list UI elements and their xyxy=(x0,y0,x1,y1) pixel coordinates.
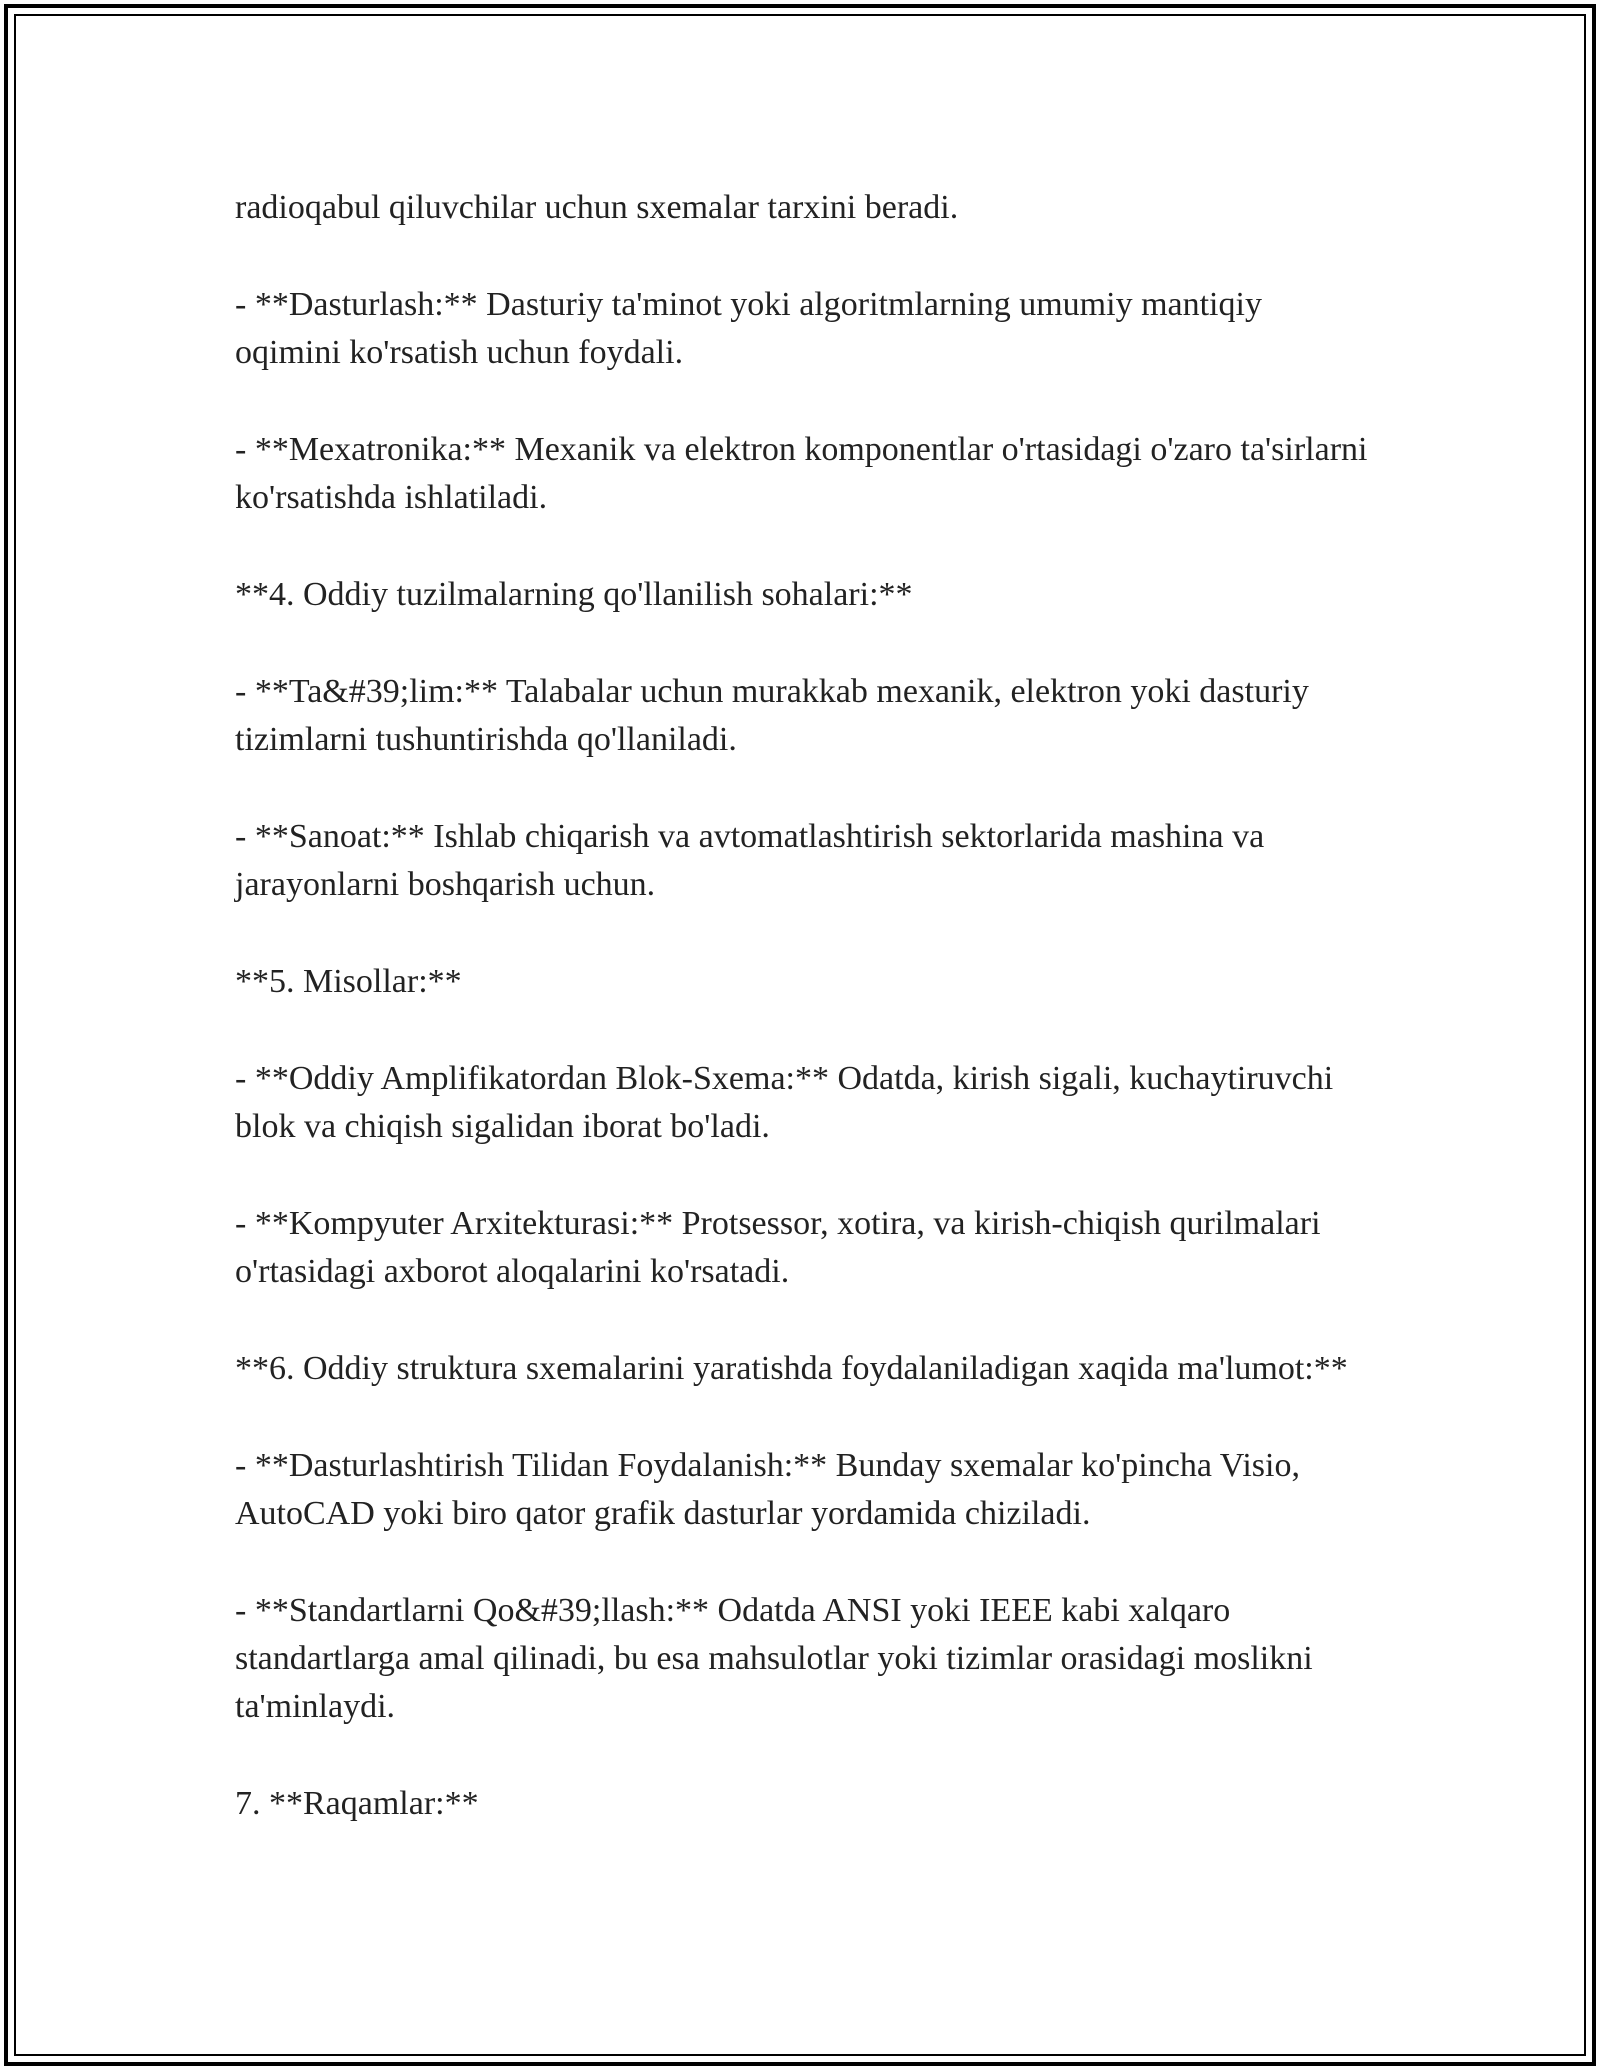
paragraph-mexatronika: - **Mexatronika:** Mexanik va elektron komponentlar o'rtasidagi o'zaro ta'sirlarni ko'rsatishda ishlatiladi. xyxy=(235,431,1368,516)
paragraph-sanoat: - **Sanoat:** Ishlab chiqarish va avtomatlashtirish sektorlarida mashina va jarayonlarni boshqarish uchun. xyxy=(235,818,1265,903)
paragraph-standartlar: - **Standartlarni Qo&#39;llash:** Odatda ANSI yoki IEEE kabi xalqaro standartlarga amal qilinadi, bu esa mahsulotlar yoki tizimlar orasidagi moslikni ta'minlaydi. xyxy=(235,1592,1313,1725)
heading-section-7: 7. **Raqamlar:** xyxy=(235,1785,479,1822)
document-body xyxy=(235,184,1370,1828)
heading-section-6: **6. Oddiy struktura sxemalarini yaratishda foydalaniladigan xaqida ma'lumot:** xyxy=(235,1350,1348,1387)
paragraph-kompyuter-arxitekturasi: - **Kompyuter Arxitekturasi:** Protsessor, xotira, va kirish-chiqish qurilmalari o'rtasidagi axborot aloqalarini ko'rsatadi. xyxy=(235,1205,1321,1290)
paragraph-dasturlashtirish-tili: - **Dasturlashtirish Tilidan Foydalanish:** Bunday sxemalar ko'pincha Visio, AutoCAD yoki biro qator grafik dasturlar yordamida chiziladi. xyxy=(235,1447,1300,1532)
heading-section-4: **4. Oddiy tuzilmalarning qo'llanilish sohalari:** xyxy=(235,576,913,613)
paragraph-dasturlash: - **Dasturlash:** Dasturiy ta'minot yoki algoritmlarning umumiy mantiqiy oqimini ko'rsatish uchun foydali. xyxy=(235,286,1262,371)
paragraph-talim: - **Ta&#39;lim:** Talabalar uchun murakkab mexanik, elektron yoki dasturiy tizimlarni tushuntirishda qo'llaniladi. xyxy=(235,673,1309,758)
paragraph-continuation: radioqabul qiluvchilar uchun sxemalar tarxini beradi. xyxy=(235,189,959,226)
heading-section-5: **5. Misollar:** xyxy=(235,963,462,1000)
paragraph-amplifikator: - **Oddiy Amplifikatordan Blok-Sxema:** Odatda, kirish sigali, kuchaytiruvchi blok va chiqish sigalidan iborat bo'ladi. xyxy=(235,1060,1334,1145)
